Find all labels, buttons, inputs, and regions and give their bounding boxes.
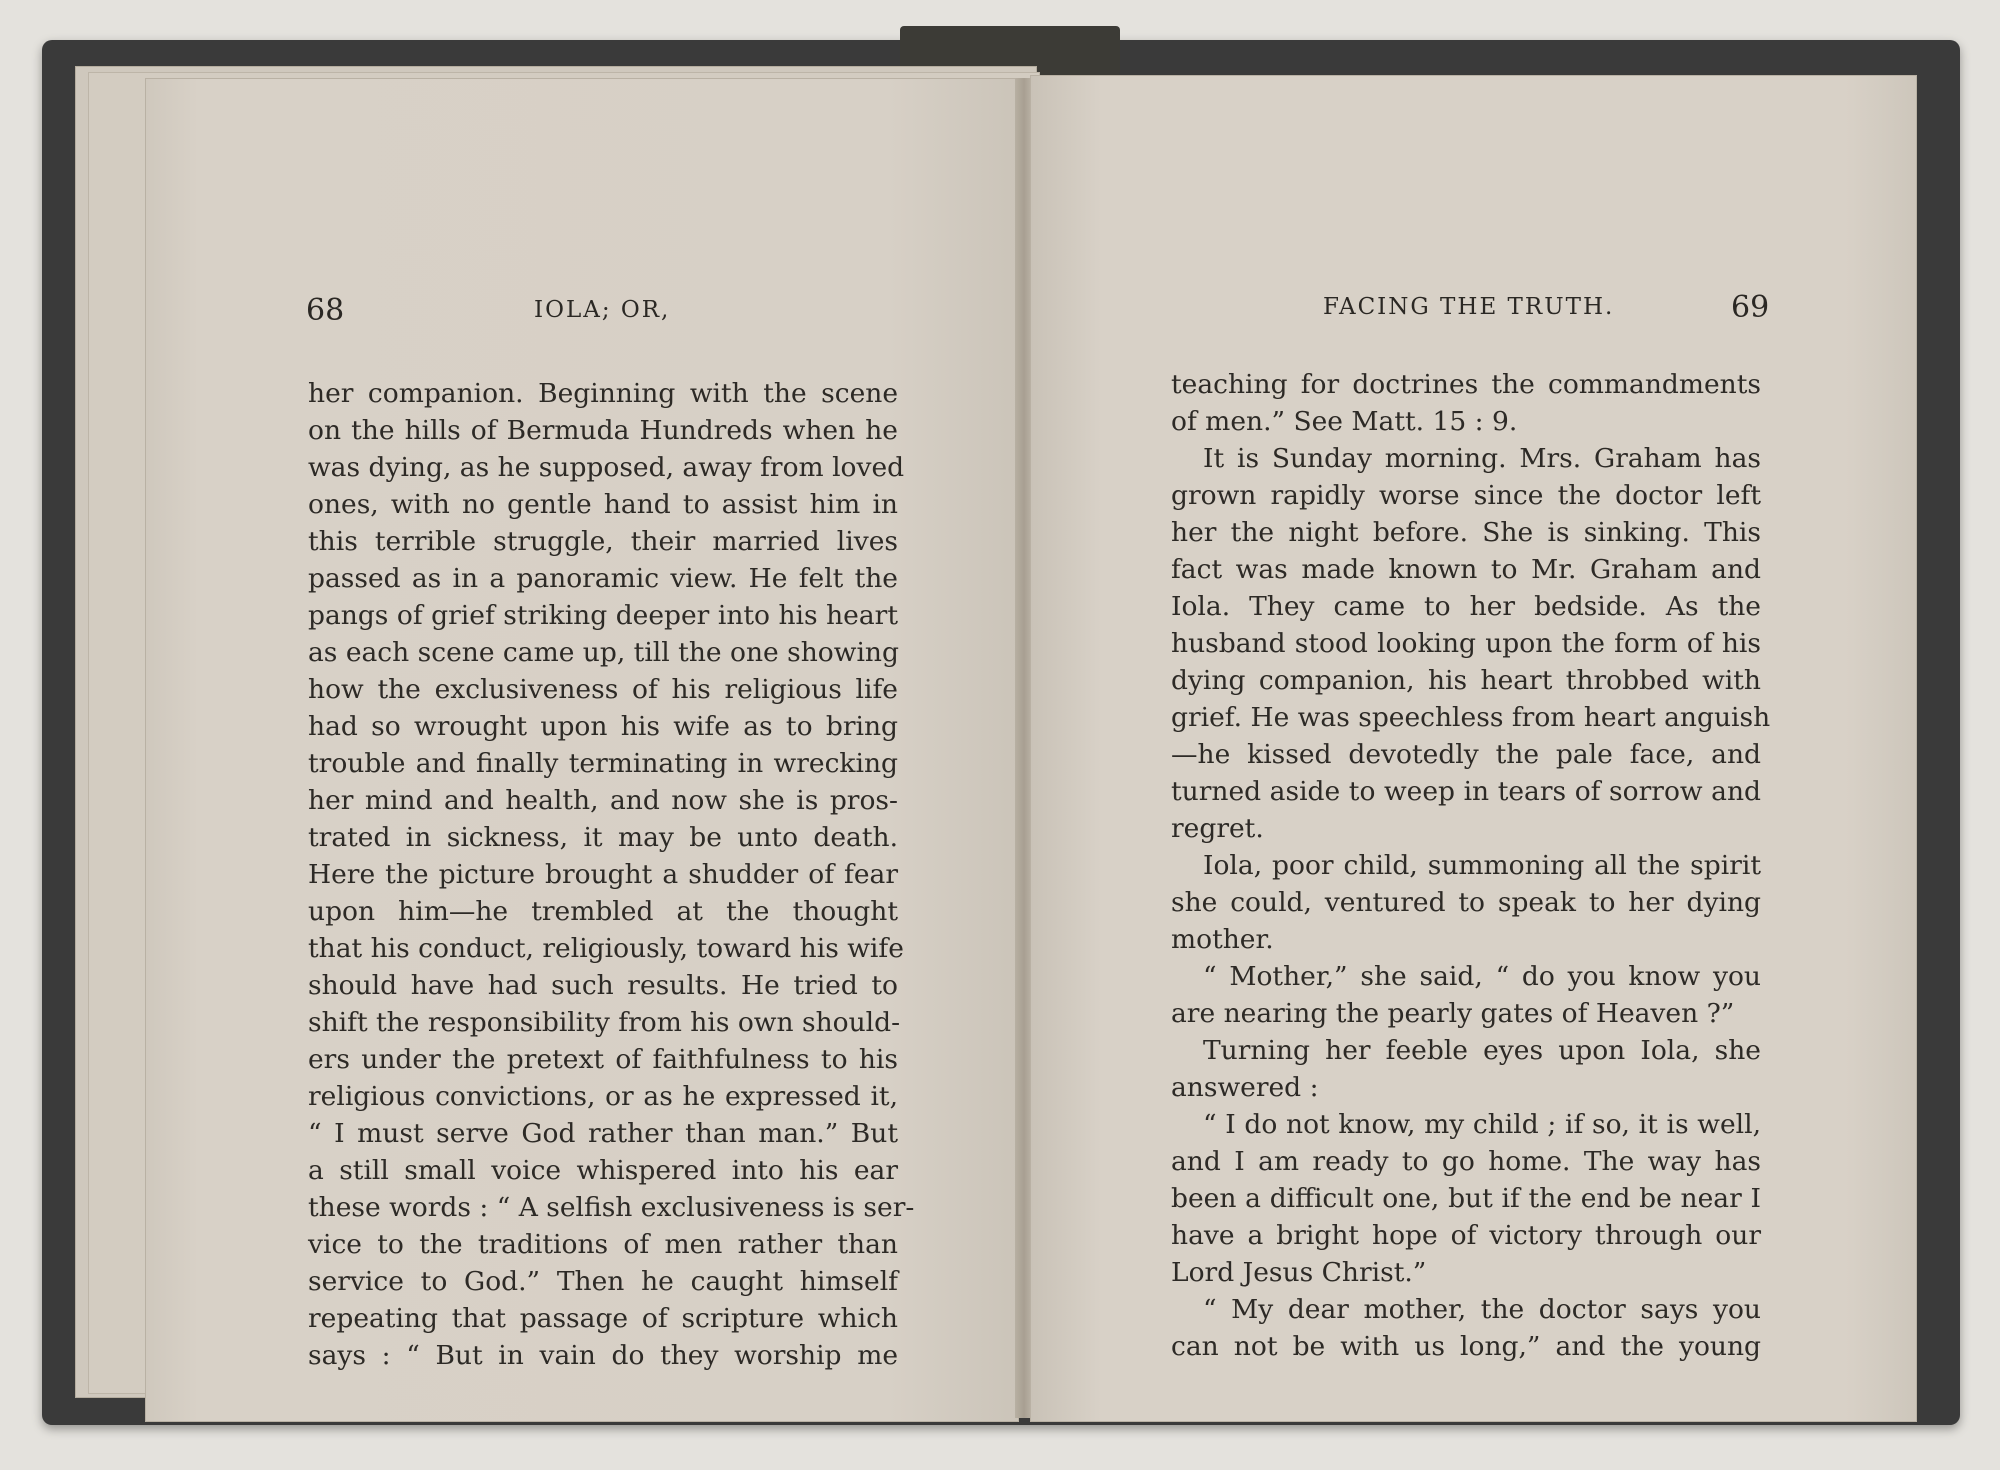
text-line: ones, with no gentle hand to assist him in [308,489,898,520]
text-line: her mind and health, and now she is pros- [308,785,898,816]
text-line: Turning her feeble eyes upon Iola, she [1203,1035,1761,1066]
text-line: repeating that passage of scripture which [308,1303,898,1334]
text-line: was dying, as he supposed, away from loved [308,452,905,483]
text-line: that his conduct, religiously, toward his wife [308,933,904,964]
text-line: have a bright hope of victory through our [1171,1220,1761,1251]
text-line: turned aside to weep in tears of sorrow and [1171,776,1761,807]
right-running-head: FACING THE TRUTH. [1323,294,1615,320]
text-line: and I am ready to go home. The way has [1171,1146,1761,1177]
left-page-number: 68 [306,293,345,328]
left-page [145,78,1019,1422]
text-line: vice to the traditions of men rather than [308,1229,898,1260]
text-line: Iola, poor child, summoning all the spirit [1203,850,1761,881]
text-line: been a difficult one, but if the end be near I [1171,1183,1761,1214]
text-line: mother. [1171,924,1274,955]
text-line: as each scene came up, till the one showing [308,637,899,668]
text-line: ers under the pretext of faithfulness to his [308,1044,898,1075]
text-line: Iola. They came to her bedside. As the [1171,591,1761,622]
text-line: grown rapidly worse since the doctor left [1171,480,1761,511]
text-line: are nearing the pearly gates of Heaven ?” [1171,998,1735,1029]
text-line: pangs of grief striking deeper into his heart [308,600,898,631]
text-line: should have had such results. He tried to [308,970,898,1001]
text-line: fact was made known to Mr. Graham and [1171,554,1761,585]
text-line: shift the responsibility from his own should- [308,1007,901,1038]
text-line: It is Sunday morning. Mrs. Graham has [1203,443,1761,474]
text-line: service to God.” Then he caught himself [308,1266,898,1297]
text-line: a still small voice whispered into his ear [308,1155,898,1186]
text-line: these words : “ A selfish exclusiveness is ser- [308,1192,915,1223]
text-line: husband stood looking upon the form of his [1171,628,1761,659]
right-page-number: 69 [1731,290,1770,325]
text-line: regret. [1171,813,1264,844]
text-line: religious convictions, or as he expressed it, [308,1081,898,1112]
text-line: grief. He was speechless from heart anguish [1171,702,1771,733]
text-line: she could, ventured to speak to her dying [1171,887,1761,918]
text-line: her companion. Beginning with the scene [308,378,898,409]
text-line: passed as in a panoramic view. He felt the [308,563,898,594]
text-line: can not be with us long,” and the young [1171,1331,1761,1362]
text-line: trouble and finally terminating in wrecking [308,748,898,779]
text-line: this terrible struggle, their married lives [308,526,898,557]
text-line: of men.” See Matt. 15 : 9. [1171,406,1518,437]
text-line: Here the picture brought a shudder of fear [308,859,898,890]
left-running-head: IOLA; OR, [534,297,671,323]
text-line: Lord Jesus Christ.” [1171,1257,1427,1288]
text-line: on the hills of Bermuda Hundreds when he [308,415,898,446]
text-line: upon him—he trembled at the thought [308,896,898,927]
text-line: —he kissed devotedly the pale face, and [1171,739,1761,770]
text-line: trated in sickness, it may be unto death. [308,822,898,853]
text-line: “ I must serve God rather than man.” But [308,1118,898,1149]
text-line: “ My dear mother, the doctor says you [1203,1294,1761,1325]
text-line: answered : [1171,1072,1319,1103]
text-line: “ I do not know, my child ; if so, it is well, [1203,1109,1761,1140]
right-page [1030,75,1917,1422]
left-page-text [308,375,915,1374]
text-line: had so wrought upon his wife as to bring [308,711,898,742]
text-line: says : “ But in vain do they worship me [308,1340,898,1371]
text-line: “ Mother,” she said, “ do you know you [1203,961,1761,992]
text-line: dying companion, his heart throbbed with [1171,665,1761,696]
right-page-text [1171,366,1771,1365]
text-line: teaching for doctrines the commandments [1171,369,1761,400]
text-line: how the exclusiveness of his religious life [308,674,898,705]
text-line: her the night before. She is sinking. This [1171,517,1761,548]
